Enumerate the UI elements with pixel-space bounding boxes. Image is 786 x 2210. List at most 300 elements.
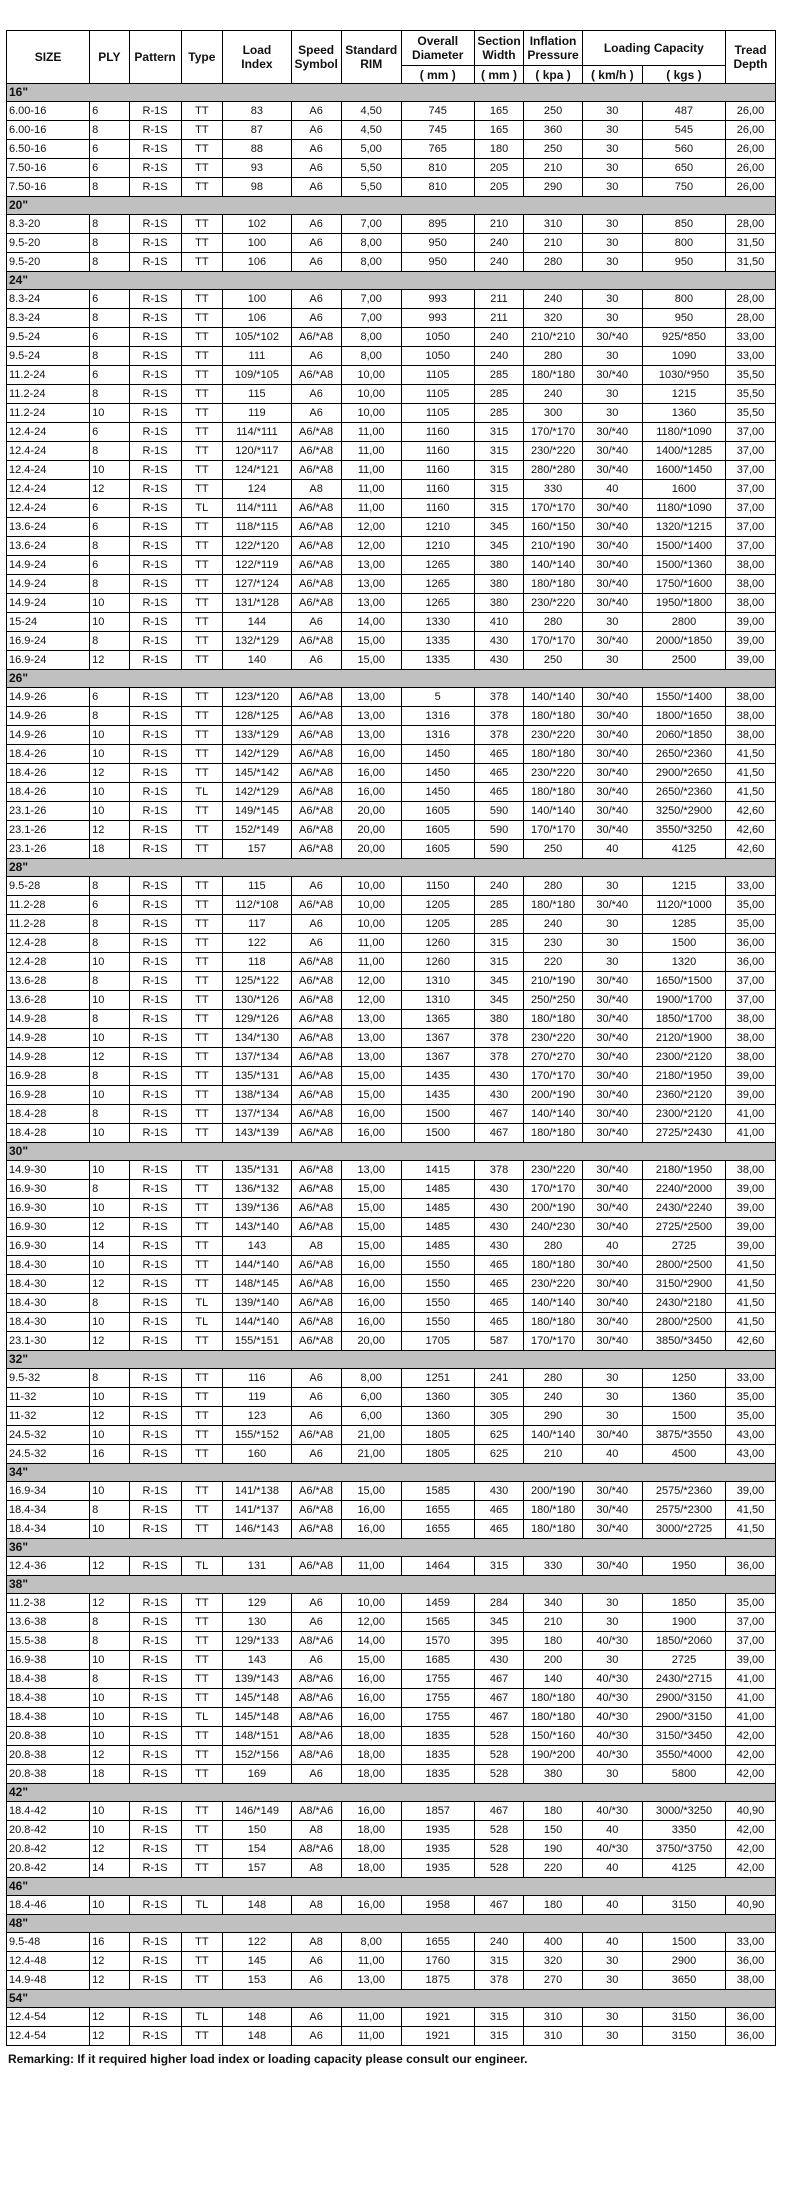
cell-capacity: 560 [642,140,725,159]
cell-ply: 10 [90,1124,129,1143]
rim-group-row [7,670,776,688]
cell-speed-symbol: A8/*A6 [291,1727,341,1746]
cell-overall-diameter: 1835 [401,1765,474,1784]
cell-pattern: R-1S [129,499,181,518]
cell-standard-rim: 8,00 [341,253,401,272]
cell-pattern: R-1S [129,840,181,859]
table-body [7,84,776,2046]
cell-inflation-pressure: 180/*180 [524,896,582,915]
cell-speed-symbol: A6/*A8 [291,802,341,821]
cell-capacity: 1400/*1285 [642,442,725,461]
table-row [7,2027,776,2046]
cell-speed-symbol: A6 [291,934,341,953]
cell-section-width: 380 [474,594,524,613]
cell-load-index: 114/*111 [223,499,292,518]
cell-load-index: 130 [223,1613,292,1632]
cell-ply: 8 [90,234,129,253]
cell-overall-diameter: 1367 [401,1029,474,1048]
cell-pattern: R-1S [129,385,181,404]
cell-standard-rim: 12,00 [341,991,401,1010]
cell-type: TT [181,991,223,1010]
cell-inflation-pressure: 190 [524,1840,582,1859]
cell-size: 11.2-24 [7,366,90,385]
cell-speed-symbol: A6/*A8 [291,1124,341,1143]
cell-size: 18.4-30 [7,1275,90,1294]
cell-tread-depth: 42,00 [726,1765,776,1784]
cell-size: 12.4-54 [7,2027,90,2046]
cell-ply: 8 [90,1369,129,1388]
cell-load-index: 143/*139 [223,1124,292,1143]
cell-load-index: 106 [223,309,292,328]
cell-ply: 10 [90,1086,129,1105]
cell-section-width: 165 [474,102,524,121]
cell-size: 6.00-16 [7,102,90,121]
cell-ply: 8 [90,1613,129,1632]
cell-load-index: 139/*136 [223,1199,292,1218]
cell-standard-rim: 10,00 [341,1594,401,1613]
cell-section-width: 528 [474,1859,524,1878]
cell-section-width: 315 [474,2008,524,2027]
cell-speed: 30/*40 [582,802,642,821]
cell-tread-depth: 38,00 [726,1971,776,1990]
cell-size: 11-32 [7,1388,90,1407]
cell-section-width: 315 [474,442,524,461]
cell-type: TT [181,1067,223,1086]
cell-speed-symbol: A6 [291,309,341,328]
header-type: Type [181,31,223,84]
cell-inflation-pressure: 180/*180 [524,1501,582,1520]
cell-standard-rim: 10,00 [341,385,401,404]
cell-speed: 30 [582,2008,642,2027]
cell-tread-depth: 41,00 [726,1124,776,1143]
cell-load-index: 142/*129 [223,783,292,802]
cell-overall-diameter: 950 [401,234,474,253]
cell-standard-rim: 16,00 [341,1275,401,1294]
cell-speed-symbol: A6 [291,1407,341,1426]
cell-type: TT [181,613,223,632]
cell-capacity: 950 [642,309,725,328]
cell-pattern: R-1S [129,972,181,991]
cell-type: TT [181,1445,223,1464]
cell-capacity: 2575/*2360 [642,1482,725,1501]
cell-tread-depth: 39,00 [726,1218,776,1237]
cell-speed: 40/*30 [582,1727,642,1746]
cell-load-index: 130/*126 [223,991,292,1010]
cell-speed: 30/*40 [582,1313,642,1332]
cell-speed-symbol: A6/*A8 [291,1557,341,1576]
table-row [7,1067,776,1086]
cell-type: TT [181,1840,223,1859]
cell-size: 18.4-38 [7,1689,90,1708]
table-row [7,1388,776,1407]
cell-inflation-pressure: 290 [524,178,582,197]
table-row [7,1933,776,1952]
cell-pattern: R-1S [129,461,181,480]
cell-tread-depth: 38,00 [726,707,776,726]
cell-pattern: R-1S [129,745,181,764]
cell-standard-rim: 12,00 [341,518,401,537]
cell-standard-rim: 8,00 [341,1369,401,1388]
table-row [7,290,776,309]
cell-section-width: 467 [474,1896,524,1915]
cell-section-width: 467 [474,1689,524,1708]
cell-speed: 30/*40 [582,1010,642,1029]
cell-inflation-pressure: 180 [524,1896,582,1915]
cell-tread-depth: 36,00 [726,2027,776,2046]
cell-capacity: 1850/*1700 [642,1010,725,1029]
cell-inflation-pressure: 180/*180 [524,1010,582,1029]
cell-tread-depth: 38,00 [726,688,776,707]
cell-type: TL [181,783,223,802]
cell-type: TT [181,1859,223,1878]
cell-standard-rim: 14,00 [341,1632,401,1651]
cell-type: TT [181,972,223,991]
cell-load-index: 154 [223,1840,292,1859]
cell-size: 9.5-24 [7,328,90,347]
cell-overall-diameter: 1260 [401,934,474,953]
cell-load-index: 123/*120 [223,688,292,707]
cell-standard-rim: 4,50 [341,121,401,140]
cell-inflation-pressure: 230/*220 [524,764,582,783]
cell-overall-diameter: 810 [401,159,474,178]
cell-overall-diameter: 1310 [401,991,474,1010]
cell-standard-rim: 5,50 [341,178,401,197]
cell-overall-diameter: 1160 [401,480,474,499]
cell-tread-depth: 38,00 [726,556,776,575]
cell-speed-symbol: A6/*A8 [291,1199,341,1218]
cell-inflation-pressure: 280 [524,347,582,366]
cell-inflation-pressure: 210 [524,234,582,253]
cell-standard-rim: 16,00 [341,1313,401,1332]
rim-group-label: 26" [7,670,776,688]
cell-speed-symbol: A6/*A8 [291,594,341,613]
cell-type: TT [181,726,223,745]
table-row [7,234,776,253]
cell-pattern: R-1S [129,328,181,347]
table-row [7,594,776,613]
cell-type: TT [181,1632,223,1651]
cell-inflation-pressure: 210/*190 [524,972,582,991]
cell-type: TT [181,1727,223,1746]
cell-load-index: 122/*120 [223,537,292,556]
cell-capacity: 3000/*2725 [642,1520,725,1539]
table-row [7,102,776,121]
cell-overall-diameter: 1330 [401,613,474,632]
cell-ply: 14 [90,1859,129,1878]
cell-pattern: R-1S [129,1594,181,1613]
cell-load-index: 145/*148 [223,1689,292,1708]
cell-speed-symbol: A6/*A8 [291,953,341,972]
cell-section-width: 240 [474,1933,524,1952]
cell-capacity: 3250/*2900 [642,802,725,821]
cell-overall-diameter: 1550 [401,1313,474,1332]
cell-type: TT [181,1933,223,1952]
cell-capacity: 1500 [642,1933,725,1952]
cell-type: TT [181,575,223,594]
cell-load-index: 135/*131 [223,1067,292,1086]
cell-speed-symbol: A6 [291,290,341,309]
cell-tread-depth: 36,00 [726,2008,776,2027]
cell-speed-symbol: A6 [291,1369,341,1388]
cell-size: 18.4-28 [7,1124,90,1143]
cell-ply: 8 [90,537,129,556]
table-row [7,1294,776,1313]
cell-speed: 30/*40 [582,1067,642,1086]
table-row [7,404,776,423]
table-row [7,328,776,347]
cell-capacity: 2240/*2000 [642,1180,725,1199]
cell-ply: 12 [90,764,129,783]
cell-inflation-pressure: 180/*180 [524,1689,582,1708]
cell-standard-rim: 21,00 [341,1445,401,1464]
cell-ply: 6 [90,556,129,575]
cell-ply: 12 [90,1275,129,1294]
cell-speed: 40/*30 [582,1689,642,1708]
cell-ply: 18 [90,1765,129,1784]
cell-capacity: 1360 [642,404,725,423]
cell-speed: 30/*40 [582,518,642,537]
table-row [7,613,776,632]
cell-capacity: 2360/*2120 [642,1086,725,1105]
cell-speed: 30/*40 [582,1161,642,1180]
cell-speed: 30 [582,1971,642,1990]
table-row [7,1105,776,1124]
cell-speed-symbol: A6/*A8 [291,1482,341,1501]
cell-inflation-pressure: 240 [524,915,582,934]
cell-size: 18.4-30 [7,1294,90,1313]
table-row [7,556,776,575]
table-row [7,159,776,178]
cell-inflation-pressure: 400 [524,1933,582,1952]
cell-tread-depth: 41,50 [726,1256,776,1275]
cell-standard-rim: 15,00 [341,1086,401,1105]
cell-pattern: R-1S [129,651,181,670]
cell-overall-diameter: 1316 [401,707,474,726]
cell-tread-depth: 41,00 [726,1689,776,1708]
cell-ply: 10 [90,1256,129,1275]
cell-load-index: 119 [223,1388,292,1407]
cell-capacity: 3150 [642,1896,725,1915]
cell-tread-depth: 37,00 [726,499,776,518]
cell-load-index: 122/*119 [223,556,292,575]
cell-capacity: 4500 [642,1445,725,1464]
cell-inflation-pressure: 180/*180 [524,1520,582,1539]
cell-inflation-pressure: 310 [524,215,582,234]
cell-load-index: 128/*125 [223,707,292,726]
cell-type: TL [181,1294,223,1313]
cell-section-width: 165 [474,121,524,140]
cell-speed: 30/*40 [582,423,642,442]
cell-ply: 18 [90,840,129,859]
cell-load-index: 150 [223,1821,292,1840]
cell-tread-depth: 38,00 [726,1010,776,1029]
cell-speed-symbol: A6 [291,2027,341,2046]
cell-size: 18.4-28 [7,1105,90,1124]
cell-type: TT [181,366,223,385]
cell-standard-rim: 16,00 [341,1670,401,1689]
cell-standard-rim: 15,00 [341,1180,401,1199]
cell-type: TT [181,461,223,480]
cell-pattern: R-1S [129,1180,181,1199]
cell-overall-diameter: 1565 [401,1613,474,1632]
cell-pattern: R-1S [129,2027,181,2046]
cell-speed: 40/*30 [582,1708,642,1727]
cell-load-index: 160 [223,1445,292,1464]
cell-ply: 6 [90,290,129,309]
rim-group-row [7,1351,776,1369]
cell-speed-symbol: A6/*A8 [291,1029,341,1048]
cell-size: 13.6-38 [7,1613,90,1632]
table-row [7,1708,776,1727]
cell-type: TT [181,1388,223,1407]
cell-ply: 6 [90,518,129,537]
cell-type: TT [181,121,223,140]
cell-load-index: 134/*130 [223,1029,292,1048]
cell-ply: 8 [90,215,129,234]
cell-pattern: R-1S [129,121,181,140]
table-row [7,442,776,461]
table-row [7,632,776,651]
cell-type: TT [181,896,223,915]
cell-type: TT [181,934,223,953]
cell-tread-depth: 41,50 [726,1520,776,1539]
rim-group-row [7,859,776,877]
cell-speed-symbol: A6 [291,253,341,272]
cell-size: 16.9-30 [7,1180,90,1199]
cell-capacity: 1120/*1000 [642,896,725,915]
cell-capacity: 800 [642,234,725,253]
cell-pattern: R-1S [129,1933,181,1952]
cell-capacity: 1500/*1400 [642,537,725,556]
cell-overall-diameter: 1605 [401,802,474,821]
cell-section-width: 467 [474,1802,524,1821]
table-row [7,1313,776,1332]
cell-tread-depth: 42,00 [726,1859,776,1878]
cell-tread-depth: 26,00 [726,140,776,159]
cell-tread-depth: 42,00 [726,1746,776,1765]
cell-section-width: 378 [474,726,524,745]
unit-overall-diameter: ( mm ) [401,66,474,84]
cell-speed: 40/*30 [582,1670,642,1689]
table-row [7,896,776,915]
cell-size: 16.9-30 [7,1218,90,1237]
cell-capacity: 925/*850 [642,328,725,347]
cell-section-width: 345 [474,972,524,991]
cell-load-index: 141/*138 [223,1482,292,1501]
cell-capacity: 1850 [642,1594,725,1613]
cell-inflation-pressure: 150/*160 [524,1727,582,1746]
cell-size: 18.4-26 [7,783,90,802]
cell-overall-diameter: 1316 [401,726,474,745]
cell-tread-depth: 31,50 [726,234,776,253]
cell-capacity: 3550/*3250 [642,821,725,840]
table-row [7,1594,776,1613]
cell-size: 23.1-26 [7,821,90,840]
cell-ply: 10 [90,1029,129,1048]
cell-load-index: 100 [223,234,292,253]
cell-load-index: 115 [223,385,292,404]
cell-speed: 30/*40 [582,594,642,613]
cell-tread-depth: 36,00 [726,1952,776,1971]
cell-capacity: 2060/*1850 [642,726,725,745]
table-row [7,1632,776,1651]
table-row [7,1199,776,1218]
cell-standard-rim: 16,00 [341,1802,401,1821]
table-row [7,934,776,953]
cell-load-index: 144/*140 [223,1256,292,1275]
cell-overall-diameter: 1160 [401,499,474,518]
cell-overall-diameter: 1105 [401,385,474,404]
cell-inflation-pressure: 310 [524,2008,582,2027]
cell-overall-diameter: 1160 [401,461,474,480]
cell-type: TT [181,745,223,764]
cell-capacity: 2725/*2430 [642,1124,725,1143]
table-row [7,1369,776,1388]
cell-overall-diameter: 1365 [401,1010,474,1029]
cell-load-index: 112/*108 [223,896,292,915]
cell-speed-symbol: A8 [291,1237,341,1256]
cell-section-width: 465 [474,1313,524,1332]
cell-inflation-pressure: 150 [524,1821,582,1840]
cell-size: 16.9-34 [7,1482,90,1501]
cell-capacity: 2900 [642,1952,725,1971]
cell-inflation-pressure: 170/*170 [524,821,582,840]
cell-tread-depth: 36,00 [726,934,776,953]
cell-section-width: 528 [474,1727,524,1746]
cell-tread-depth: 41,50 [726,1313,776,1332]
cell-pattern: R-1S [129,1501,181,1520]
cell-capacity: 3150/*3450 [642,1727,725,1746]
cell-size: 16.9-24 [7,632,90,651]
cell-load-index: 157 [223,840,292,859]
cell-type: TT [181,140,223,159]
cell-speed-symbol: A6/*A8 [291,1313,341,1332]
cell-ply: 6 [90,140,129,159]
cell-standard-rim: 5,50 [341,159,401,178]
cell-capacity: 2725 [642,1651,725,1670]
cell-section-width: 315 [474,1952,524,1971]
cell-capacity: 2430/*2240 [642,1199,725,1218]
table-row [7,2008,776,2027]
cell-tread-depth: 37,00 [726,991,776,1010]
cell-overall-diameter: 1435 [401,1086,474,1105]
cell-inflation-pressure: 140/*140 [524,1105,582,1124]
cell-load-index: 100 [223,290,292,309]
cell-ply: 10 [90,1821,129,1840]
cell-pattern: R-1S [129,1048,181,1067]
cell-standard-rim: 20,00 [341,802,401,821]
cell-pattern: R-1S [129,1294,181,1313]
cell-load-index: 131/*128 [223,594,292,613]
cell-overall-diameter: 1605 [401,840,474,859]
cell-pattern: R-1S [129,2008,181,2027]
cell-speed-symbol: A6/*A8 [291,707,341,726]
cell-speed: 30 [582,1765,642,1784]
cell-load-index: 139/*140 [223,1294,292,1313]
cell-tread-depth: 42,00 [726,1821,776,1840]
cell-ply: 10 [90,1802,129,1821]
cell-standard-rim: 18,00 [341,1746,401,1765]
cell-section-width: 315 [474,461,524,480]
cell-capacity: 2300/*2120 [642,1105,725,1124]
cell-tread-depth: 39,00 [726,1199,776,1218]
cell-tread-depth: 33,00 [726,877,776,896]
table-row [7,1086,776,1105]
cell-capacity: 1500 [642,934,725,953]
cell-ply: 14 [90,1237,129,1256]
cell-standard-rim: 11,00 [341,1952,401,1971]
cell-load-index: 129 [223,1594,292,1613]
